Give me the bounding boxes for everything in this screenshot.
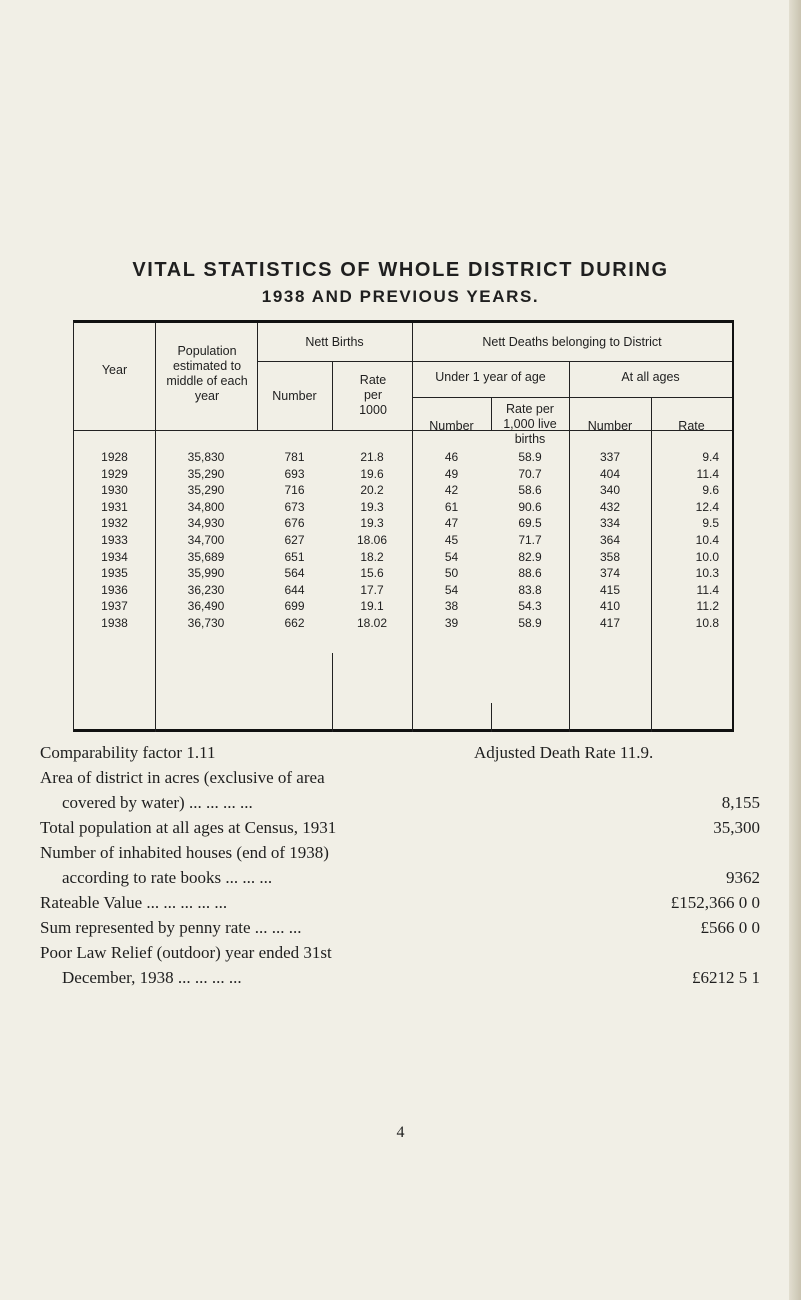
- table-row: [74, 449, 732, 466]
- cell-deaths-rate: 10.8: [695, 615, 719, 630]
- cell-births-number: 564: [284, 566, 305, 581]
- cell-births-number: 662: [284, 615, 305, 630]
- cell-births-rate: 20.2: [360, 483, 384, 498]
- cell-births-rate: 18.02: [356, 615, 388, 630]
- cell-infant-rate: 88.6: [518, 566, 542, 581]
- table-row: [74, 466, 732, 483]
- header-all-ages-rate: Rate: [678, 419, 705, 433]
- area-line-2: [40, 792, 760, 814]
- header-population: Population estimated to middle of each year: [166, 344, 248, 403]
- cell-births-rate: 21.8: [360, 450, 384, 464]
- table-row: [74, 549, 732, 566]
- vital-statistics-table: [73, 320, 734, 732]
- cell-infant-deaths: 49: [444, 466, 459, 481]
- cell-births-number: 716: [284, 483, 305, 498]
- cell-year: 1929: [101, 466, 128, 481]
- cell-births-rate: 19.1: [360, 599, 384, 614]
- cell-year: 1933: [101, 532, 128, 547]
- cell-deaths-number: 374: [599, 566, 621, 581]
- page-edge: [789, 0, 801, 1300]
- header-under-one-number: Number: [429, 419, 474, 433]
- rateable-label: Rateable Value ... ... ... ... ...: [40, 893, 228, 912]
- cell-deaths-number: 432: [599, 499, 621, 514]
- cell-population: 36,730: [187, 615, 225, 630]
- cell-deaths-rate: 9.5: [702, 516, 719, 531]
- cell-infant-rate: 82.9: [518, 549, 542, 564]
- cell-population: 35,290: [187, 466, 225, 481]
- cell-population: 36,490: [187, 599, 225, 614]
- cell-births-rate: 15.6: [360, 566, 384, 581]
- rateable-value: £152,366 0 0: [670, 893, 760, 912]
- penny-line: [40, 917, 760, 939]
- area-label: Area of district in acres (exclusive of area: [40, 768, 325, 787]
- cell-deaths-number: 358: [599, 549, 621, 564]
- header-births-number: Number: [272, 389, 317, 403]
- cell-deaths-number: 334: [599, 516, 621, 531]
- cell-deaths-number: 404: [599, 466, 621, 481]
- cell-deaths-rate: 10.3: [695, 566, 719, 581]
- cell-infant-deaths: 54: [444, 549, 459, 564]
- header-nett-births: Nett Births: [305, 335, 364, 349]
- cell-population: 35,290: [187, 483, 225, 498]
- relief-label: Poor Law Relief (outdoor) year ended 31st: [40, 943, 332, 962]
- cell-year: 1934: [101, 549, 128, 564]
- penny-label: Sum represented by penny rate ... ... ...: [40, 918, 302, 937]
- cell-births-rate: 18.2: [360, 549, 384, 564]
- cell-year: 1935: [101, 566, 128, 581]
- cell-population: 35,689: [187, 549, 225, 564]
- cell-births-rate: 19.3: [360, 516, 384, 531]
- relief-line-1: [40, 942, 760, 964]
- cell-year: 1930: [101, 483, 128, 498]
- cell-year: 1938: [101, 615, 128, 630]
- houses-line-2: [40, 867, 760, 889]
- houses-value: 9362: [726, 868, 760, 887]
- cell-deaths-number: 410: [599, 599, 621, 614]
- cell-births-rate: 19.3: [360, 499, 384, 514]
- cell-infant-rate: 69.5: [518, 516, 542, 531]
- relief-label-continued: December, 1938 ... ... ... ...: [62, 968, 242, 987]
- cell-infant-rate: 70.7: [518, 466, 542, 481]
- page-number: 4: [396, 1124, 405, 1141]
- table-body: [74, 449, 732, 632]
- census-value: 35,300: [713, 818, 760, 837]
- table-row: [74, 515, 732, 532]
- census-label: Total population at all ages at Census, 1931: [40, 818, 337, 837]
- cell-births-rate: 19.6: [360, 466, 384, 481]
- header-all-ages-number: Number: [587, 419, 633, 433]
- cell-infant-deaths: 61: [444, 499, 459, 514]
- cell-births-number: 781: [284, 450, 305, 464]
- houses-line-1: [40, 842, 760, 864]
- cell-infant-deaths: 46: [444, 450, 459, 464]
- adjusted-death-rate: Adjusted Death Rate 11.9.: [474, 743, 654, 762]
- header-nett-deaths: Nett Deaths belonging to District: [482, 335, 662, 349]
- table-row: [74, 499, 732, 516]
- relief-line-2: [40, 967, 760, 989]
- cell-infant-rate: 54.3: [518, 599, 542, 614]
- table-row: [74, 598, 732, 615]
- cell-infant-rate: 83.8: [518, 582, 542, 597]
- cell-births-number: 627: [284, 532, 305, 547]
- page-title: VITAL STATISTICS OF WHOLE DISTRICT DURING: [132, 259, 669, 281]
- cell-deaths-number: 364: [599, 532, 621, 547]
- cell-population: 35,830: [187, 450, 225, 464]
- cell-deaths-rate: 10.0: [695, 549, 719, 564]
- cell-infant-deaths: 54: [444, 582, 459, 597]
- cell-infant-deaths: 50: [444, 566, 459, 581]
- cell-deaths-rate: 11.4: [696, 466, 719, 481]
- rateable-line: [40, 892, 760, 914]
- cell-population: 36,230: [187, 582, 225, 597]
- houses-label: Number of inhabited houses (end of 1938): [40, 843, 329, 862]
- cell-deaths-number: 417: [599, 615, 621, 630]
- cell-infant-rate: 58.9: [518, 450, 542, 464]
- cell-births-number: 673: [284, 499, 305, 514]
- cell-population: 34,800: [187, 499, 225, 514]
- comparability-factor: Comparability factor 1.11: [40, 743, 216, 762]
- cell-year: 1928: [101, 450, 128, 464]
- table-row: [74, 582, 732, 599]
- census-line: [40, 817, 760, 839]
- cell-infant-rate: 90.6: [518, 499, 542, 514]
- cell-deaths-rate: 9.6: [702, 483, 719, 498]
- table-row: [74, 615, 732, 632]
- cell-year: 1937: [101, 599, 128, 614]
- page-subtitle: 1938 AND PREVIOUS YEARS.: [261, 287, 540, 306]
- cell-population: 34,700: [187, 532, 225, 547]
- cell-births-number: 693: [284, 466, 305, 481]
- cell-deaths-rate: 11.4: [696, 582, 719, 597]
- cell-year: 1931: [101, 499, 128, 514]
- cell-deaths-number: 337: [599, 450, 621, 464]
- cell-births-number: 676: [284, 516, 305, 531]
- header-at-all-ages: At all ages: [621, 370, 680, 384]
- cell-infant-rate: 58.6: [518, 483, 542, 498]
- cell-deaths-number: 340: [599, 483, 621, 498]
- cell-births-number: 644: [284, 582, 305, 597]
- table-row: [74, 565, 732, 582]
- cell-infant-rate: 58.9: [518, 615, 542, 630]
- comparability-line: [40, 742, 760, 764]
- cell-deaths-rate: 11.2: [696, 599, 719, 614]
- cell-births-number: 699: [284, 599, 305, 614]
- cell-births-rate: 17.7: [360, 582, 384, 597]
- area-line-1: [40, 767, 760, 789]
- penny-value: £566 0 0: [700, 918, 760, 937]
- houses-label-continued: according to rate books ... ... ...: [62, 868, 273, 887]
- cell-population: 34,930: [187, 516, 225, 531]
- cell-infant-deaths: 45: [444, 532, 459, 547]
- cell-infant-rate: 71.7: [518, 532, 542, 547]
- cell-deaths-rate: 9.4: [702, 450, 719, 464]
- table-row: [74, 482, 732, 499]
- cell-infant-deaths: 42: [444, 483, 459, 498]
- area-label-continued: covered by water) ... ... ... ...: [62, 793, 253, 812]
- cell-year: 1936: [101, 582, 128, 597]
- header-under-one-year: Under 1 year of age: [435, 370, 546, 384]
- relief-value: £6212 5 1: [692, 968, 760, 987]
- cell-year: 1932: [101, 516, 128, 531]
- cell-deaths-rate: 10.4: [695, 532, 719, 547]
- table-row: [74, 532, 732, 549]
- cell-deaths-number: 415: [599, 582, 621, 597]
- cell-deaths-rate: 12.4: [695, 499, 719, 514]
- cell-infant-deaths: 39: [444, 615, 459, 630]
- header-under-one-rate: Rate per 1,000 live births: [503, 402, 557, 446]
- header-year: Year: [101, 363, 128, 377]
- cell-population: 35,990: [187, 566, 225, 581]
- header-births-rate: Rate per 1000: [359, 373, 387, 417]
- cell-infant-deaths: 47: [444, 516, 459, 531]
- cell-births-rate: 18.06: [356, 532, 388, 547]
- cell-infant-deaths: 38: [444, 599, 459, 614]
- area-value: 8,155: [721, 793, 760, 812]
- cell-births-number: 651: [284, 549, 305, 564]
